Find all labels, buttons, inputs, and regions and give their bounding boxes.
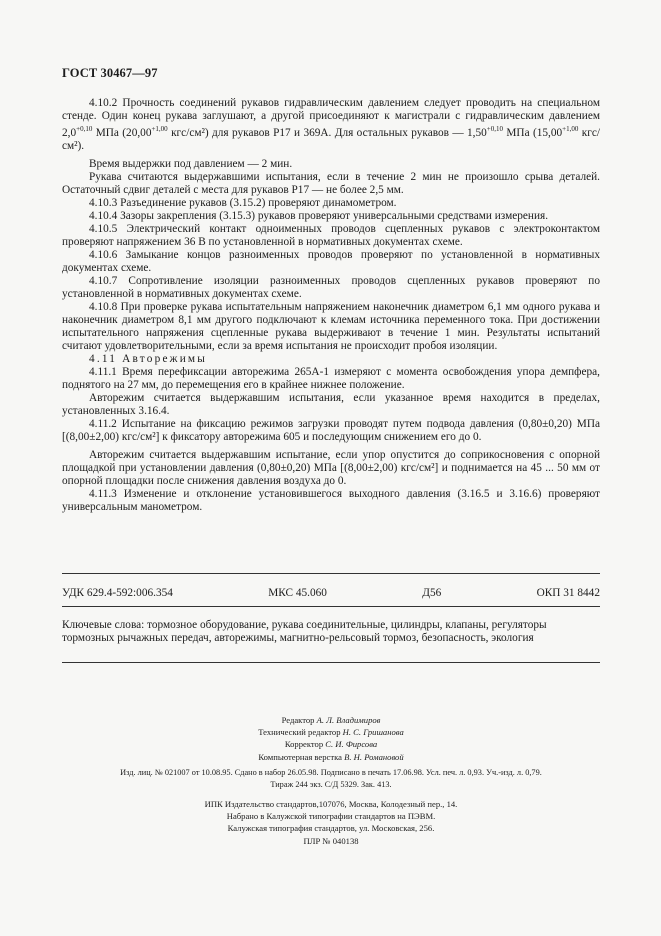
credit-line: Редактор А. Л. Владимиров <box>281 715 381 725</box>
divider-middle <box>62 606 600 607</box>
divider-bottom <box>62 662 600 663</box>
publisher-block <box>62 798 600 847</box>
paragraph-4-11-2: 4.11.2 Испытание на фиксацию режимов загрузки проводят путем подвода давления (0,80±0,20) МПа [(8,00±2,00) кгс/см²] к фиксатору авторежима 605 и последующим снижением его до 0. <box>62 417 600 443</box>
print-info-line: Тираж 244 экз. С/Д 5329. Зак. 413. <box>270 780 392 790</box>
classification-row <box>62 587 600 599</box>
paragraph-4-11-1: 4.11.1 Время перефиксации авторежима 265А-1 измеряют с момента освобождения упора демпфера, поднятого на 27 мм, до перемещения его в крайнее нижнее положение. <box>62 365 600 391</box>
keywords: Ключевые слова: тормозное оборудование, рукава соединительные, цилиндры, клапаны, регуляторы тормозных рычажных передач, авторежимы, магнитно-рельсовый тормоз, безопасность, экология <box>62 619 547 644</box>
print-info-block <box>62 767 600 791</box>
paragraph-4-11-2-result: Авторежим считается выдержавшим испытание, если упор опустится до соприкосновения с опорной площадкой при установлении давления (0,80±0,20) МПа [(8,00±2,00) кгс/см²] и поднимается на 45 ... 50 мм от опорной площадки после снижения давления воздуха до 0. <box>62 448 600 487</box>
divider-top <box>62 573 600 574</box>
paragraph-4-10-8: 4.10.8 При проверке рукава испытательным напряжением наконечник диаметром 6,1 мм одного рукава и наконечник диаметром 8,1 мм другого подключают к клемам источника переменного тока. При достижении испытательного напряжения сцепленные рукава выдерживают в течение 1 мин. Результаты испытаний считают удовлетворительными, если за время испытания не происходит пробоя изоляции. <box>62 300 600 352</box>
publisher-line: ИПК Издательство стандартов,107076, Москва, Колодезный пер., 14. <box>204 799 458 809</box>
d-code: Д56 <box>422 587 442 599</box>
credit-line: Технический редактор Н. С. Гришанова <box>258 727 404 738</box>
paragraph-4-10-4: 4.10.4 Зазоры закрепления (3.15.3) рукавов проверяют универсальными средствами измерения. <box>89 209 549 222</box>
paragraph-passed-hold: Рукава считаются выдержавшими испытания, если в течение 2 мин не произошло срыва деталей. Остаточный сдвиг деталей с места для рукавов Р17 — не более 2,5 мм. <box>62 170 600 196</box>
paragraph-4-10-3: 4.10.3 Разъединение рукавов (3.15.2) проверяют динамометром. <box>89 196 397 209</box>
paragraph-4-11-3: 4.11.3 Изменение и отклонение установившегося выходного давления (3.16.5 и 3.16.6) проверяют универсальным манометром. <box>62 487 600 513</box>
publisher-line: Калужская типография стандартов, ул. Московская, 256. <box>227 823 435 834</box>
document-body <box>62 97 600 514</box>
credit-line: Компьютерная верстка В. Н. Романовой <box>258 751 404 762</box>
paragraph-4-10-2: 4.10.2 Прочность соединений рукавов гидравлическим давлением следует проводить на специальном стенде. Один конец рукава заглушают, а другой присоединяют к магистрали с гидравлическим давлением $2,0^{+0,10}$ МПа ($20,00^{+1,00}$ кгс/см²) для рукавов Р17 и 369А. Для остальных рукавов — $1,50^{+0,10}$ МПа ($15,00^{+1,00}$ кгс/см²). <box>62 97 601 152</box>
credits-block <box>62 714 600 763</box>
okp-code: ОКП 31 8442 <box>536 587 600 599</box>
paragraph-4-10-6: 4.10.6 Замыкание концов разноименных проводов проверяют по установленной в нормативных документах схеме. <box>62 248 600 274</box>
paragraph-4-10-5: 4.10.5 Электрический контакт одноименных проводов сцепленных рукавов с электроконтактом проверяют напряжением 36 В по установленной в нормативных документах схеме. <box>62 222 600 248</box>
section-heading-4-11: 4.11 Авторежимы <box>89 352 208 365</box>
mks-code: МКС 45.060 <box>268 587 327 599</box>
credit-line: Корректор С. И. Фирсова <box>284 739 378 750</box>
paragraph-4-10-7: 4.10.7 Сопротивление изоляции разноименных проводов сцепленных рукавов проверяют по установленной в нормативных документах схеме. <box>62 274 600 300</box>
publisher-line: ПЛР № 040138 <box>303 835 359 846</box>
paragraph-4-11-1-result: Авторежим считается выдержавшим испытания, если указанное время находится в пределах, установленных 3.16.4. <box>62 391 600 417</box>
udk-code: УДК 629.4-592:006.354 <box>62 587 173 599</box>
standard-code: ГОСТ 30467—97 <box>62 66 158 80</box>
publisher-line: Набрано в Калужской типографии стандартов на ПЭВМ. <box>226 811 436 822</box>
print-info-line: Изд. лиц. № 021007 от 10.08.95. Сдано в набор 26.05.98. Подписано в печать 17.06.98. Усл. печ. л. 0,93. Уч.-изд. л. 0,79. <box>120 768 542 777</box>
paragraph-hold-time: Время выдержки под давлением — 2 мин. <box>89 157 293 170</box>
